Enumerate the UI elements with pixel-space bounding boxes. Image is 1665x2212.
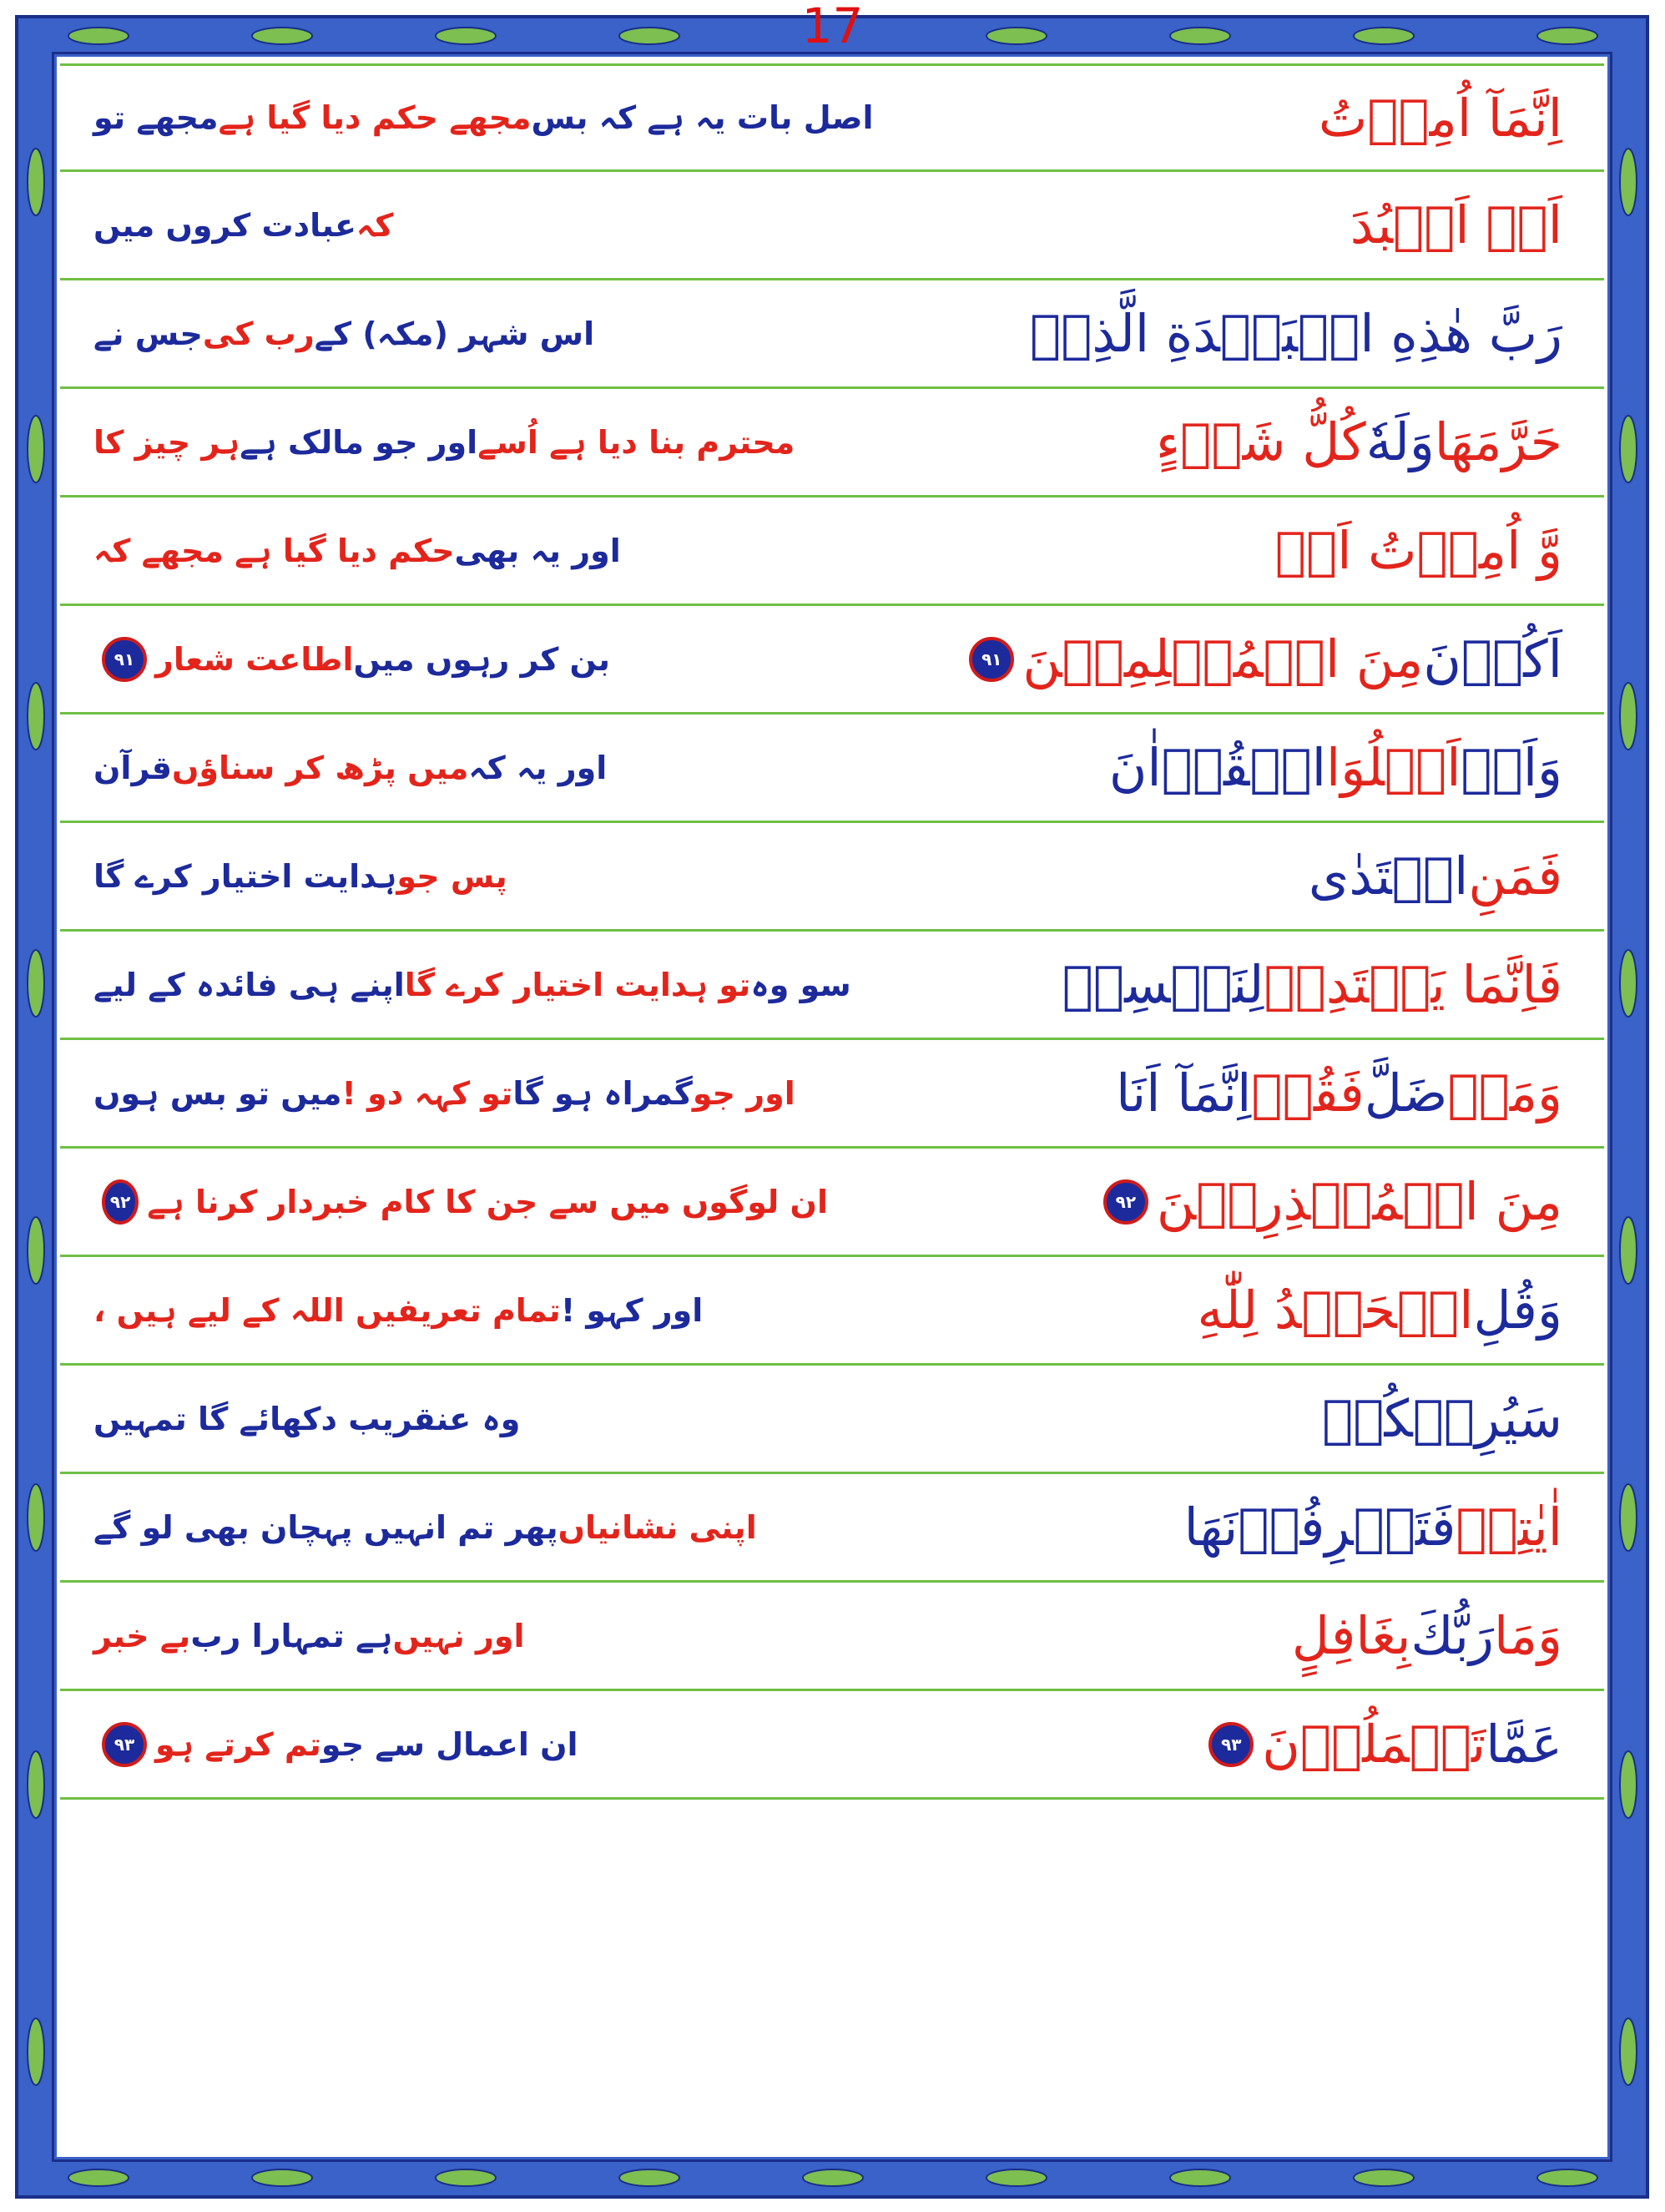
arabic-segment: تَعۡمَلُوۡنَ (1262, 1714, 1486, 1775)
arabic-segment: اِنَّمَآ اُمِرۡتُ (1318, 87, 1562, 149)
table-row (60, 606, 1604, 715)
urdu-translation (93, 715, 828, 821)
table-row (60, 1040, 1604, 1149)
arabic-verse-fragment (870, 1257, 1562, 1363)
translation-segment: تم کرتے ہو (155, 1725, 321, 1763)
table-row (60, 715, 1604, 823)
table-row (60, 1149, 1604, 1257)
urdu-translation (93, 1366, 828, 1472)
translation-segment: عبادت کروں میں (93, 206, 356, 244)
translation-segment: مجھے تو (93, 99, 219, 136)
arabic-verse-fragment (870, 1474, 1562, 1580)
translation-segment: تمام تعریفیں اللہ کے لیے ہیں ، (93, 1291, 561, 1329)
arabic-verse-fragment (870, 280, 1562, 386)
table-row (60, 280, 1604, 389)
translation-segment: سو وہ (750, 966, 851, 1003)
arabic-segment: فَقُلۡ (1251, 1063, 1365, 1124)
translation-segment: اور کہو ! (560, 1291, 704, 1329)
translation-segment: تو کہہ دو ! (341, 1074, 513, 1112)
table-row (60, 823, 1604, 932)
arabic-verse-fragment (870, 823, 1562, 929)
arabic-verse-fragment (870, 1583, 1562, 1689)
arabic-verse-fragment (870, 606, 1562, 712)
arabic-segment: اَكُوۡنَ (1423, 629, 1562, 689)
table-row (60, 63, 1604, 172)
translation-segment: میں پڑھ کر سناؤں (171, 749, 469, 786)
arabic-segment: رَبَّ هٰذِهِ الۡبَلۡدَةِ الَّذِىۡ (1029, 303, 1562, 364)
arabic-segment: اهۡتَدٰى (1308, 846, 1469, 907)
translation-segment: اور نہیں (392, 1617, 525, 1654)
arabic-segment: وَقُلِ (1473, 1280, 1562, 1341)
arabic-segment: الۡقُرۡاٰنَ (1108, 737, 1326, 798)
arabic-segment: وَاَنۡ (1461, 737, 1562, 798)
translation-segment: رب کی (202, 315, 315, 352)
arabic-segment: وَلَهٗ (1365, 412, 1435, 472)
table-row (60, 932, 1604, 1040)
ayah-number-marker: ٩٢ (102, 1179, 139, 1225)
urdu-translation (93, 1040, 828, 1146)
arabic-verse-fragment (870, 715, 1562, 821)
urdu-translation (93, 389, 828, 495)
translation-table (60, 63, 1604, 1800)
translation-segment: ان اعمال سے جو (320, 1725, 578, 1763)
arabic-segment: كُلُّ شَىۡءٍ (1156, 412, 1366, 472)
translation-segment: محترم بنا دیا ہے اُسے (477, 423, 795, 461)
translation-segment: اطاعت شعار (155, 640, 354, 678)
ayah-number-marker: ٩٣ (1208, 1722, 1254, 1767)
ayah-number-marker: ٩١ (969, 637, 1014, 682)
translation-segment: اور یہ بھی (454, 532, 621, 569)
arabic-segment: فَتَعۡرِفُوۡنَهَا (1183, 1497, 1456, 1558)
translation-segment: پس جو (396, 857, 507, 895)
translation-segment: گمراہ ہو گا (512, 1074, 693, 1112)
translation-segment: کہ (356, 206, 394, 244)
arabic-segment: اٰيٰتِهٖ (1456, 1497, 1562, 1558)
table-row (60, 1583, 1604, 1691)
translation-segment: ہر چیز کا (93, 423, 240, 461)
ayah-number-marker: ٩١ (102, 637, 147, 682)
translation-segment: اپنے ہی فائدہ کے لیے (93, 966, 405, 1003)
arabic-segment: وَمَنۡ (1447, 1063, 1562, 1124)
urdu-translation (93, 1257, 828, 1363)
translation-segment: پھر تم انہیں پہچان بھی لو گے (93, 1508, 558, 1546)
table-row (60, 497, 1604, 606)
translation-segment: بن کر رہوں میں (353, 640, 610, 678)
urdu-translation (93, 1474, 828, 1580)
ayah-number-marker: ٩٣ (102, 1722, 147, 1767)
arabic-segment: عَمَّا (1486, 1714, 1562, 1775)
translation-segment: بے خبر (93, 1617, 191, 1654)
arabic-segment: وَّ اُمِرۡتُ اَنۡ (1274, 520, 1562, 581)
arabic-segment: الۡحَمۡدُ لِلّٰهِ (1197, 1280, 1474, 1341)
translation-segment: اور یہ کہ (468, 749, 608, 786)
urdu-translation (93, 823, 828, 929)
translation-segment: ان لوگوں میں سے جن کا کام خبردار کرنا ہے (147, 1183, 828, 1220)
arabic-segment: فَاِنَّمَا يَهۡتَدِىۡ (1264, 954, 1562, 1015)
arabic-segment: اِنَّمَآ اَنَا (1116, 1063, 1252, 1124)
arabic-segment: فَمَنِ (1468, 846, 1562, 907)
translation-segment: اور جو (692, 1074, 795, 1112)
arabic-segment: حَرَّمَهَا (1434, 412, 1562, 472)
arabic-verse-fragment (870, 497, 1562, 604)
table-row (60, 172, 1604, 280)
urdu-translation (93, 497, 828, 604)
arabic-verse-fragment (870, 389, 1562, 495)
arabic-verse-fragment (870, 1040, 1562, 1146)
urdu-translation (93, 172, 828, 278)
ayah-number-marker: ٩٢ (1103, 1179, 1148, 1225)
translation-segment: میں تو بس ہوں (93, 1074, 342, 1112)
urdu-translation (93, 1583, 828, 1689)
table-row (60, 1257, 1604, 1366)
arabic-segment: اَنۡ اَعۡبُدَ (1350, 194, 1562, 255)
translation-segment: جس نے (93, 315, 203, 352)
translation-segment: اور جو مالک ہے (240, 423, 478, 461)
urdu-translation (93, 1149, 828, 1255)
arabic-verse-fragment (870, 1691, 1562, 1797)
arabic-verse-fragment (870, 932, 1562, 1038)
table-row (60, 1474, 1604, 1583)
table-row (60, 1691, 1604, 1800)
arabic-segment: مِنَ الۡمُسۡلِمِيۡنَ (1022, 629, 1424, 689)
translation-segment: قرآن (93, 749, 172, 786)
translation-segment: اپنی نشانیاں (558, 1508, 757, 1546)
urdu-translation (93, 66, 874, 169)
urdu-translation (93, 932, 851, 1038)
arabic-segment: رَبُّكَ (1410, 1605, 1494, 1666)
arabic-segment: سَيُرِيۡكُمۡ (1322, 1388, 1562, 1449)
urdu-translation (93, 606, 828, 712)
translation-segment: اس شہر (مکہ) کے (314, 315, 595, 352)
translation-segment: تو ہدایت اختیار کرے گا (404, 966, 751, 1003)
arabic-segment: بِغَافِلٍ (1291, 1605, 1411, 1666)
translation-segment: مجھے حکم دیا گیا ہے (218, 99, 532, 136)
translation-segment: اصل بات یہ ہے کہ بس (531, 99, 874, 136)
translation-segment: وہ عنقریب دکھائے گا تمہیں (93, 1400, 521, 1437)
translation-segment: ہدایت اختیار کرے گا (93, 857, 397, 895)
arabic-segment: وَمَا (1493, 1605, 1562, 1666)
urdu-translation (93, 1691, 828, 1797)
arabic-segment: ضَلَّ (1364, 1063, 1448, 1124)
urdu-translation (93, 280, 828, 386)
arabic-segment: لِنَفۡسِهٖ (1062, 954, 1264, 1015)
arabic-verse-fragment (870, 1366, 1562, 1472)
table-row (60, 1366, 1604, 1474)
table-row (60, 389, 1604, 497)
translation-segment: حکم دیا گیا ہے مجھے کہ (93, 532, 455, 569)
arabic-segment: مِنَ الۡمُنۡذِرِيۡنَ (1156, 1171, 1562, 1232)
page-number: 17 (801, 0, 864, 54)
arabic-segment: اَتۡلُوَا (1326, 737, 1461, 798)
arabic-verse-fragment (870, 1149, 1562, 1255)
arabic-verse-fragment (870, 66, 1562, 169)
arabic-verse-fragment (870, 172, 1562, 278)
translation-segment: ہے تمہارا رب (190, 1617, 393, 1654)
